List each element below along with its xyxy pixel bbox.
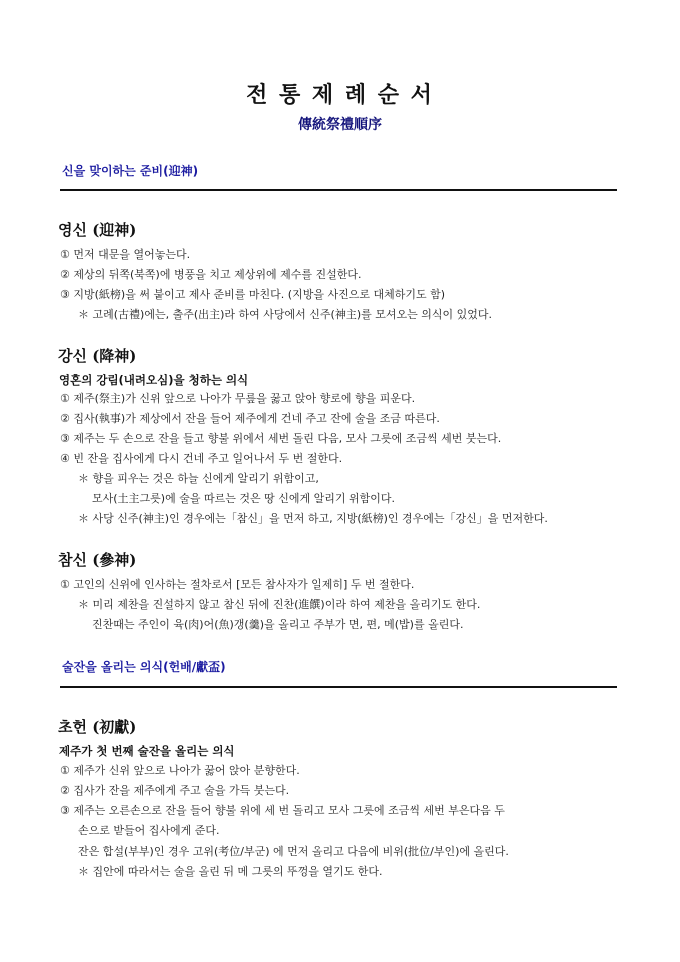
list-item: ② 집사(執事)가 제상에서 잔을 들어 제주에게 건네 주고 잔에 술을 조금 따른다.	[60, 412, 440, 425]
list-item: ① 먼저 대문을 열어놓는다.	[60, 248, 191, 261]
list-item: ③ 제주는 두 손으로 잔을 들고 향불 위에서 세번 돌린 다음, 모사 그릇에 조금씩 세번 붓는다.	[60, 432, 502, 445]
part-heading: 초헌 (初獻)	[58, 718, 137, 736]
part-heading: 강신 (降神)	[58, 347, 137, 365]
list-item: ① 제주가 신위 앞으로 나아가 꿇어 앉아 분향한다.	[60, 764, 300, 777]
list-item: ③ 제주는 오른손으로 잔을 들어 향불 위에 세 번 돌리고 모사 그릇에 조금씩 세번 부은다음 두	[60, 804, 505, 817]
part-description: 영혼의 강림(내려오심)을 청하는 의식	[59, 373, 249, 387]
list-item: ④ 빈 잔을 집사에게 다시 건네 주고 일어나서 두 번 절한다.	[60, 452, 343, 465]
note-item: ＊ 집안에 따라서는 술을 올린 뒤 메 그릇의 뚜껑을 열기도 한다.	[78, 865, 383, 878]
list-item-continuation: 손으로 받들어 집사에게 준다.	[78, 824, 220, 837]
part-heading: 참신 (參神)	[58, 551, 137, 569]
part-description: 제주가 첫 번째 술잔을 올리는 의식	[59, 744, 235, 758]
document-title: 전 통 제 례 순 서	[246, 82, 434, 108]
section-title: 신을 맞이하는 준비(迎神)	[62, 164, 199, 178]
note-item: ＊ 사당 신주(神主)인 경우에는「참신」을 먼저 하고, 지방(紙榜)인 경우에는「강신」을 먼저한다.	[78, 512, 548, 525]
list-item: ② 집사가 잔을 제주에게 주고 술을 가득 붓는다.	[60, 784, 290, 797]
note-item: ＊ 향을 피우는 것은 하늘 신에게 알리기 위함이고,	[78, 472, 319, 485]
document-subtitle: 傳統祭禮順序	[298, 117, 382, 133]
list-item: ② 제상의 뒤쪽(북쪽)에 병풍을 치고 제상위에 제수를 진설한다.	[60, 268, 362, 281]
list-item: ① 제주(祭主)가 신위 앞으로 나아가 무릎을 꿇고 앉아 향로에 향을 피운다.	[60, 392, 416, 405]
note-continuation: 진찬때는 주인이 육(肉)어(魚)갱(羹)을 올리고 주부가 면, 편, 메(밥)를 올린다.	[92, 618, 464, 631]
section-divider	[60, 686, 617, 688]
list-item: ③ 지방(紙榜)을 써 붙이고 제사 준비를 마친다. (지방을 사진으로 대체하기도 함)	[60, 288, 446, 301]
part-heading: 영신 (迎神)	[58, 221, 137, 239]
list-item: ① 고인의 신위에 인사하는 절차로서 [모든 참사자가 일제히] 두 번 절한다.	[60, 578, 415, 591]
list-item-continuation: 잔은 합설(부부)인 경우 고위(考位/부군) 에 먼저 올리고 다음에 비위(批位/부인)에 올린다.	[78, 845, 509, 858]
note-item: ＊ 미리 제찬을 진설하지 않고 참신 뒤에 진찬(進饌)이라 하여 제찬을 올리기도 한다.	[78, 598, 481, 611]
section-title: 술잔을 올리는 의식(헌배/獻盃)	[62, 660, 226, 674]
note-item: ＊ 고례(古禮)에는, 출주(出主)라 하여 사당에서 신주(神主)를 모셔오는 의식이 있었다.	[78, 308, 492, 321]
note-continuation: 모사(土主그릇)에 술을 따르는 것은 땅 신에게 알리기 위함이다.	[92, 492, 395, 505]
section-divider	[60, 189, 617, 191]
